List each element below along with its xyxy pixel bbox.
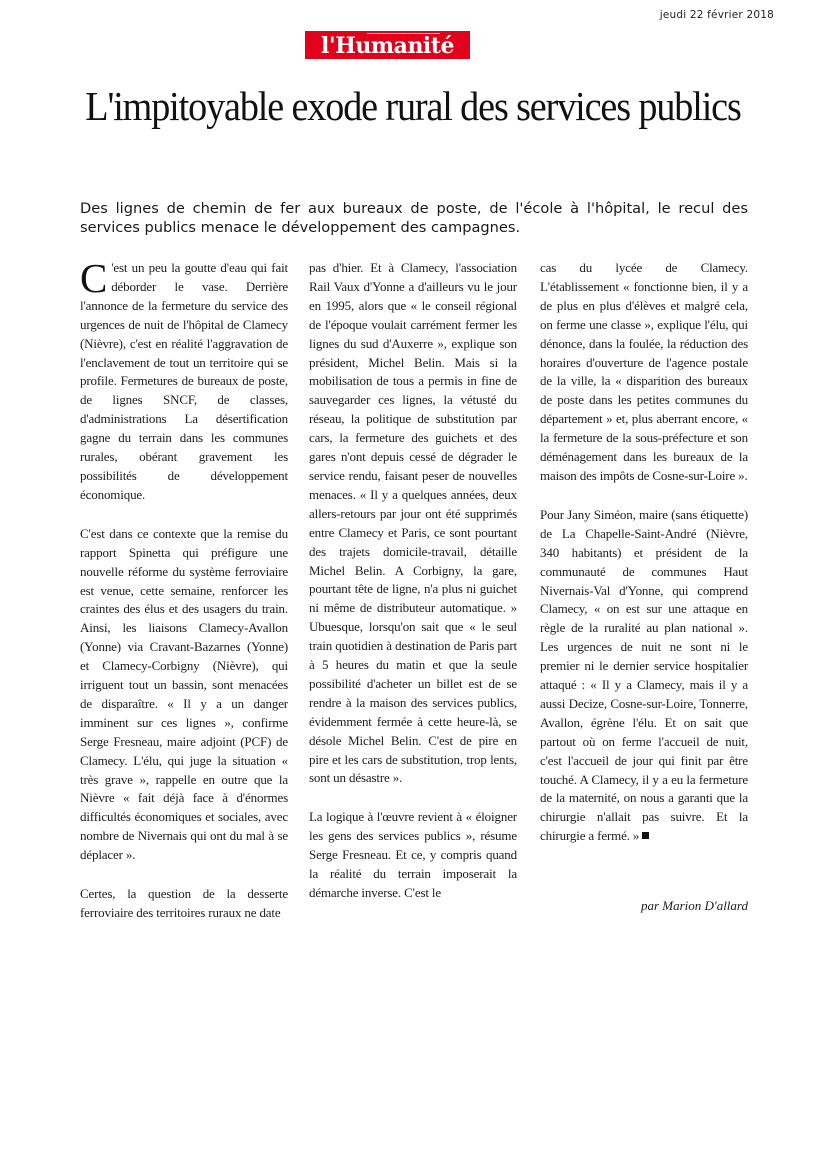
- article-title: L'impitoyable exode rural des services publics: [85, 83, 741, 129]
- newspaper-logo: [305, 31, 470, 59]
- paragraph-text: Pour Jany Siméon, maire (sans étiquette) de La Chapelle-Saint-André (Nièvre, 340 habitants) et président de la communauté de communes Haut Nivernais-Val d'Yonne, qui comprend Clamecy, « on est sur une attaque en règle de la ruralité au plan national ». Les urgences de nuit ne sont ni le premier ni le dernier service hospitalier attaqué : « Il y a Clamecy, mais il y a aussi Decize, Cosne-sur-Loire, Tonnerre, Avallon, égrène l'élu. Et on sait que partout où on ferme l'accueil de nuit, c'est l'accueil de jour qui finit par être touché. A Clamecy, il y a eu la fermeture de la maternité, on nous a garanti que la chirurgie n'allait pas suivre. Et la chirurgie a fermé. »: [540, 506, 748, 844]
- paragraph: C'est dans ce contexte que la remise du rapport Spinetta qui préfigure une nouvelle réforme du système ferroviaire est venue, cette semaine, renforcer les craintes des élus et des usagers du train. Ainsi, les liaisons Clamecy-Avallon (Yonne) via Cravant-Bazarnes (Yonne) et Clamecy-Corbigny (Nièvre), qui irriguent tout un bassin, sont menacées de disparaître. « Il y a un danger imminent sur ces lignes », confirme Serge Fresneau, maire adjoint (PCF) de Clamecy. L'élu, qui juge la situation « très grave », rappelle en outre que la Nièvre « fait déjà face à d'énormes difficultés économiques et sociales, avec nombre de Nivernais qui ont du mal à se déplacer ».: [80, 525, 288, 863]
- article-column-2: [309, 259, 517, 903]
- article-column-1: [80, 255, 288, 923]
- paragraph: La logique à l'œuvre revient à « éloigner les gens des services publics », résume Serge Fresneau. Et ce, y compris quand la réalité du terrain imposerait la démarche inverse. C'est le: [309, 809, 517, 900]
- logo-text: l'Humanité: [321, 33, 454, 59]
- drop-cap: C: [80, 255, 108, 301]
- paragraph: Certes, la question de la desserte ferroviaire des territoires ruraux ne date: [80, 886, 288, 920]
- end-of-article-square-icon: [642, 832, 649, 839]
- article-column-3: [540, 259, 748, 846]
- paragraph: [540, 506, 748, 846]
- article-lead: Des lignes de chemin de fer aux bureaux de poste, de l'école à l'hôpital, le recul des services publics menace le développement des campagnes.: [80, 200, 748, 236]
- paragraph-text: 'est un peu la goutte d'eau qui fait déborder le vase. Derrière l'annonce de la fermeture du service des urgences de nuit de l'hôpital de Clamecy (Nièvre), c'est en réalité l'aggravation de l'enclavement de tout un territoire qui se profile. Fermetures de bureaux de poste, de lignes SNCF, de classes, d'administrations La désertification gagne du terrain dans les communes rurales, obérant gravement les possibilités de développement économique.: [80, 260, 288, 502]
- publication-date: jeudi 22 février 2018: [659, 9, 774, 21]
- paragraph: [80, 255, 288, 505]
- paragraph: cas du lycée de Clamecy. L'établissement « fonctionne bien, il y a de plus en plus d'élèves et malgré cela, on ferme une classe », explique l'élu, qui dénonce, dans la foulée, la réduction des horaires d'ouverture de l'agence postale de la ville, la « disparition des bureaux de poste dans les petites communes du département » et, plus aberrant encore, « la fermeture de la sous-préfecture et son déménagement dans les bureaux de la maison des impôts de Cosne-sur-Loire ».: [540, 260, 748, 483]
- paragraph: pas d'hier. Et à Clamecy, l'association Rail Vaux d'Yonne a d'ailleurs vu le jour en 1995, alors que « le conseil régional de l'époque voulait carrément fermer les lignes du sud d'Auxerre », explique son président, Michel Belin. Mais si la mobilisation de tous a permis in fine de sauvegarder ces lignes, la vétusté du réseau, la politique de substitution par cars, la fermeture des guichets et des gares n'ont depuis cessé de dégrader le service rendu, faisant peser de nouvelles menaces. « Il y a quelques années, deux allers-retours par jour ont été supprimés entre Clamecy et Paris, ce sont pourtant des trajets domicile-travail, détaille Michel Belin. A Corbigny, la gare, pourtant tête de ligne, n'a plus ni guichet ni même de distributeur automatique. » Ubuesque, lorsqu'on sait que « le seul train quotidien à destination de Paris part à 5 heures du matin et que la seule possibilité d'acheter un billet est de se rendre à la maison des services publics, évidemment fermée à cette heure-là, se désole Michel Belin. C'est de pire en pire et les cars de substitution, trop lents, sont un désastre ».: [309, 260, 517, 786]
- author-byline: par Marion D'allard: [640, 898, 748, 913]
